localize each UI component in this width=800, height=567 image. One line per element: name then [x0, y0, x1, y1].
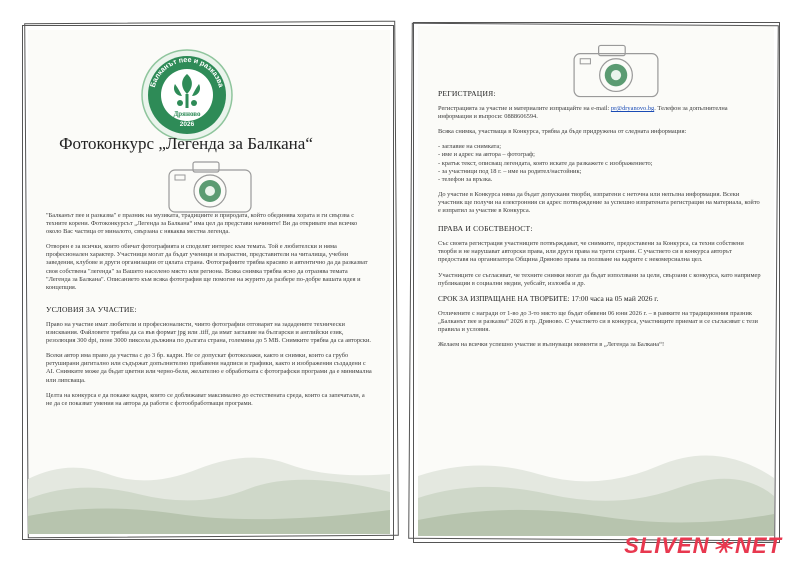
right-page-body [438, 90, 762, 356]
list-item: - заглавие на снимката; [438, 143, 502, 151]
camera-icon [165, 158, 255, 216]
logo-town: Дряново [173, 110, 201, 118]
rights-paragraph: Със своята регистрация участниците потвърждават, че снимките, предоставени за Конкурса, са техни собствени творби и не нарушават авторски права, или други права на трети страни. С участието си в конкурса авторът предоставя на организатора Община Дряново права за ползване на кадрите с некомерсиална цел. [438, 240, 744, 264]
registration-paragraph: До участие в Конкурса няма да бъдат допускани творби, изпратени с неточна или непълна информация. Всеки участник ще получи на електронния си адрес потвърждение за успешно изпратената регистрация на материала, който е изпратил за участие в Конкурса. [438, 190, 760, 215]
logo-arc-text: Балканът пее и разказва [148, 54, 226, 89]
left-page-body [46, 212, 372, 415]
intro-paragraph: "Балканът пее и разказва" е празник на музиката, традициите и природата, който обединява хората и ги свързва с техните корени. Фотоконкурсът „Легенда за Балкана“ има цел да представи начините! Ви да откривате във всичко около Вас частица от миналото, свързана с някаква местна легенда. [46, 212, 358, 236]
conditions-paragraph: Всеки автор има право да участва с до 3 бр. кадри. Не се допускат фотоколажи, както и снимки, които са грубо ретуширани дигитално или съдържат допълнително прибавени надписи и графики, както и изображения създадени с AI. Снимките може да бъдат цветни или черно-бели, желателно е обработката с фотографски програми да е минимална или липсваща. [46, 352, 372, 384]
closing-text: Желаем на всички успешно участие и вълнуващи моменти в „Легенда за Балкана“! [438, 341, 665, 349]
registration-paragraph: Регистрацията за участие и материалите изпращайте на e-mail: pr@dryanovo.bg. Телефон за допълнителна информация и въпроси: 0888606594. [438, 105, 728, 121]
festival-logo [140, 48, 234, 142]
info-list [438, 143, 762, 183]
page-title: Фотоконкурс „Легенда за Балкана“ [59, 134, 313, 153]
mountain-landscape [418, 436, 774, 536]
registration-heading: РЕГИСТРАЦИЯ: [438, 89, 496, 98]
open-to-paragraph: Отворен е за всички, които обичат фотографията и споделят интерес към темата. Той е любителски и няма професионален характер. Участници могат да бъдат ученици и възрастни, представители на читалища, учебни заведения, клубове и други организации от цялата страна. Фотографиите трябва красиво и автентично да да разказват своя собствена "легенда" за Вашето населено място или региона. Всяка снимка трябва ясно да отразява темата "Легенда за Балкана". Описанието към всяка фотография ще помогне на журито да разбере по-добре вашата идея и концепция. [46, 243, 368, 291]
deadline-text: СРОК ЗА ИЗПРАЩАНЕ НА ТВОРБИТЕ: 17:00 часа на 05 май 2026 г. [438, 293, 659, 303]
logo-year: 2026 [179, 121, 195, 128]
conditions-paragraph: Право на участие имат любители и професионалисти, чиито фотографии отговарят на зададените технически изисквания. Файловете трябва да са във формат jpg или .tiff, да имат заглавие на български и английски език, резолюция 300 dpi, поне 3000 пиксела дължина по дългата страна, големина до 5 MB. Снимките трябва да са авторски. [46, 320, 371, 345]
mountain-landscape [28, 434, 390, 534]
registration-paragraph: Всяка снимка, участваща в Конкурса, трябва да бъде придружена от следната информация: [438, 128, 687, 136]
awards-paragraph: Отличените с награди от 1-во до 3-то място ще бъдат обявени 06 юни 2026 г. – в рамките на традиционния празник „Балканът пее и разказва“ 2026 в гр. Дряново. С участието си в конкурса, участниците приемат и се съгласяват с тези правила и условия. [438, 309, 758, 333]
list-item: - име и адрес на автора – фотограф; [438, 151, 535, 159]
conditions-paragraph: Целта на конкурса е да покаже кадри, които се доближават максимално до естествената среда, които са запечатали, а не да се показват умения на автора да работи с фотообработващи програми. [46, 391, 365, 407]
list-item: - телефон за връзка. [438, 175, 493, 183]
rights-paragraph: Участниците се съгласяват, че техните снимки могат да бъдат използвани за цели, свързани с конкурса, като например публикации в социални медии, уебсайт, изложба и др. [438, 271, 761, 287]
list-item: - за участници под 18 г. – име на родител/настойник; [438, 167, 582, 175]
conditions-heading: УСЛОВИЯ ЗА УЧАСТИЕ: [46, 304, 137, 314]
list-item: - кратък текст, описващ легендата, която искате да разкажете с изображението; [438, 159, 653, 167]
sliven-net-watermark: SLIVEN✳NET [624, 530, 782, 561]
email-link[interactable]: pr@dryanovo.bg [610, 105, 655, 113]
rights-heading: ПРАВА И СОБСТВЕНОСТ: [438, 224, 533, 234]
star-icon: ✳ [709, 530, 736, 561]
